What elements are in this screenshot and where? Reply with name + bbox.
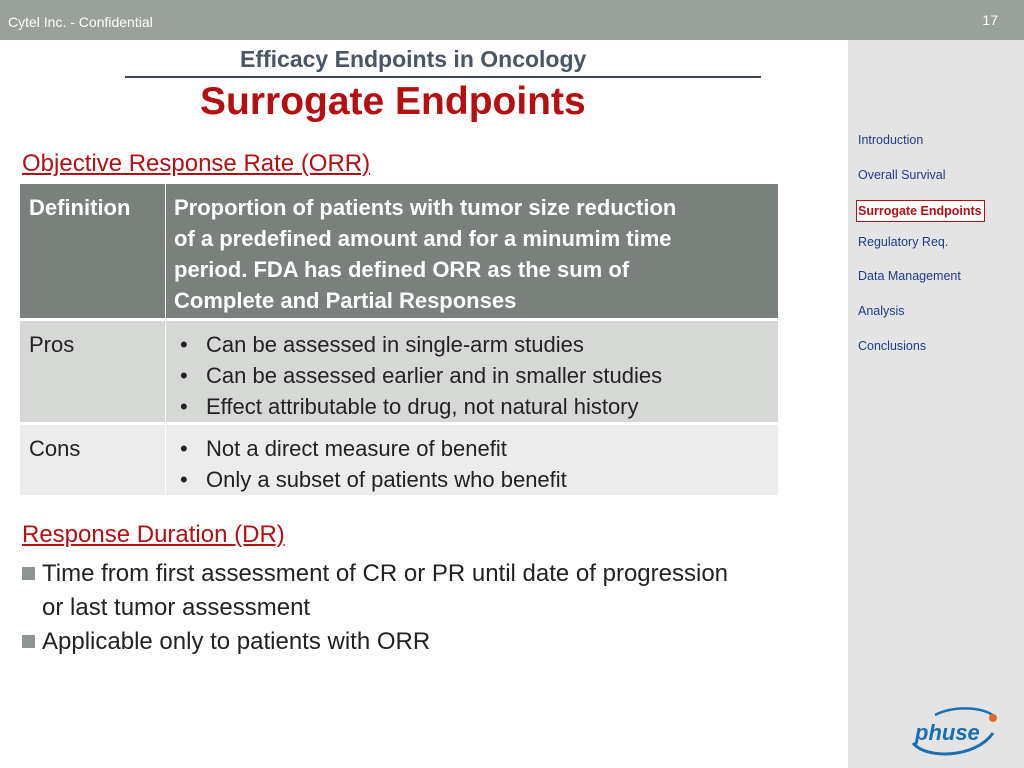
confidential-label: Cytel Inc. - Confidential bbox=[8, 14, 153, 30]
list-item: • Can be assessed in single-arm studies bbox=[174, 329, 770, 360]
definition-line: Complete and Partial Responses bbox=[174, 288, 517, 313]
orr-heading: Objective Response Rate (ORR) bbox=[22, 150, 371, 177]
definition-line: Proportion of patients with tumor size reduction bbox=[174, 195, 677, 220]
cons-list bbox=[174, 433, 770, 495]
list-item: • Can be assessed earlier and in smaller studies bbox=[174, 360, 770, 391]
pros-label: Pros bbox=[20, 320, 166, 424]
slide-title: Surrogate Endpoints bbox=[200, 80, 586, 123]
logo-dot bbox=[989, 714, 997, 722]
sidebar-item-surrogate-endpoints[interactable]: Surrogate Endpoints bbox=[856, 200, 985, 222]
definition-line: period. FDA has defined ORR as the sum of bbox=[174, 257, 630, 282]
sidebar-item-regulatory[interactable]: Regulatory Req. bbox=[858, 234, 949, 249]
table-row-definition bbox=[20, 184, 778, 320]
definition-line: of a predefined amount and for a minumim time bbox=[174, 226, 672, 251]
sidebar-nav bbox=[857, 132, 985, 373]
pros-list-cell bbox=[166, 320, 779, 424]
slide-number: 17 bbox=[982, 12, 998, 28]
table-row-pros bbox=[20, 320, 778, 424]
sidebar-item-data-management[interactable]: Data Management bbox=[858, 269, 961, 284]
sidebar-item-overall-survival[interactable]: Overall Survival bbox=[858, 167, 946, 182]
header-bar bbox=[0, 0, 1024, 40]
list-item: • Effect attributable to drug, not natural history bbox=[174, 391, 770, 422]
sidebar-item-conclusions[interactable]: Conclusions bbox=[858, 338, 927, 353]
dr-heading: Response Duration (DR) bbox=[22, 521, 285, 548]
sidebar-item-introduction[interactable]: Introduction bbox=[858, 133, 924, 147]
definition-label: Definition bbox=[20, 184, 166, 320]
list-item: • Not a direct measure of benefit bbox=[174, 433, 770, 464]
logo-arc bbox=[935, 708, 995, 717]
list-item: Time from first assessment of CR or PR until date of progression or last tumor assessment bbox=[20, 557, 732, 625]
table-row-cons bbox=[20, 424, 778, 496]
logo-text: phuse bbox=[915, 720, 980, 745]
pros-list bbox=[174, 329, 770, 422]
title-divider bbox=[125, 76, 761, 78]
list-item: • Only a subset of patients who benefit bbox=[174, 464, 770, 495]
list-item: Applicable only to patients with ORR bbox=[20, 625, 820, 659]
sidebar-item-analysis[interactable]: Analysis bbox=[858, 304, 905, 319]
slide-subtitle: Efficacy Endpoints in Oncology bbox=[240, 46, 587, 72]
cons-list-cell bbox=[166, 424, 779, 496]
dr-bullet-list bbox=[20, 557, 820, 659]
cons-label: Cons bbox=[20, 424, 166, 496]
phuse-logo bbox=[905, 703, 1000, 758]
orr-table bbox=[20, 184, 778, 495]
definition-text bbox=[166, 184, 779, 320]
